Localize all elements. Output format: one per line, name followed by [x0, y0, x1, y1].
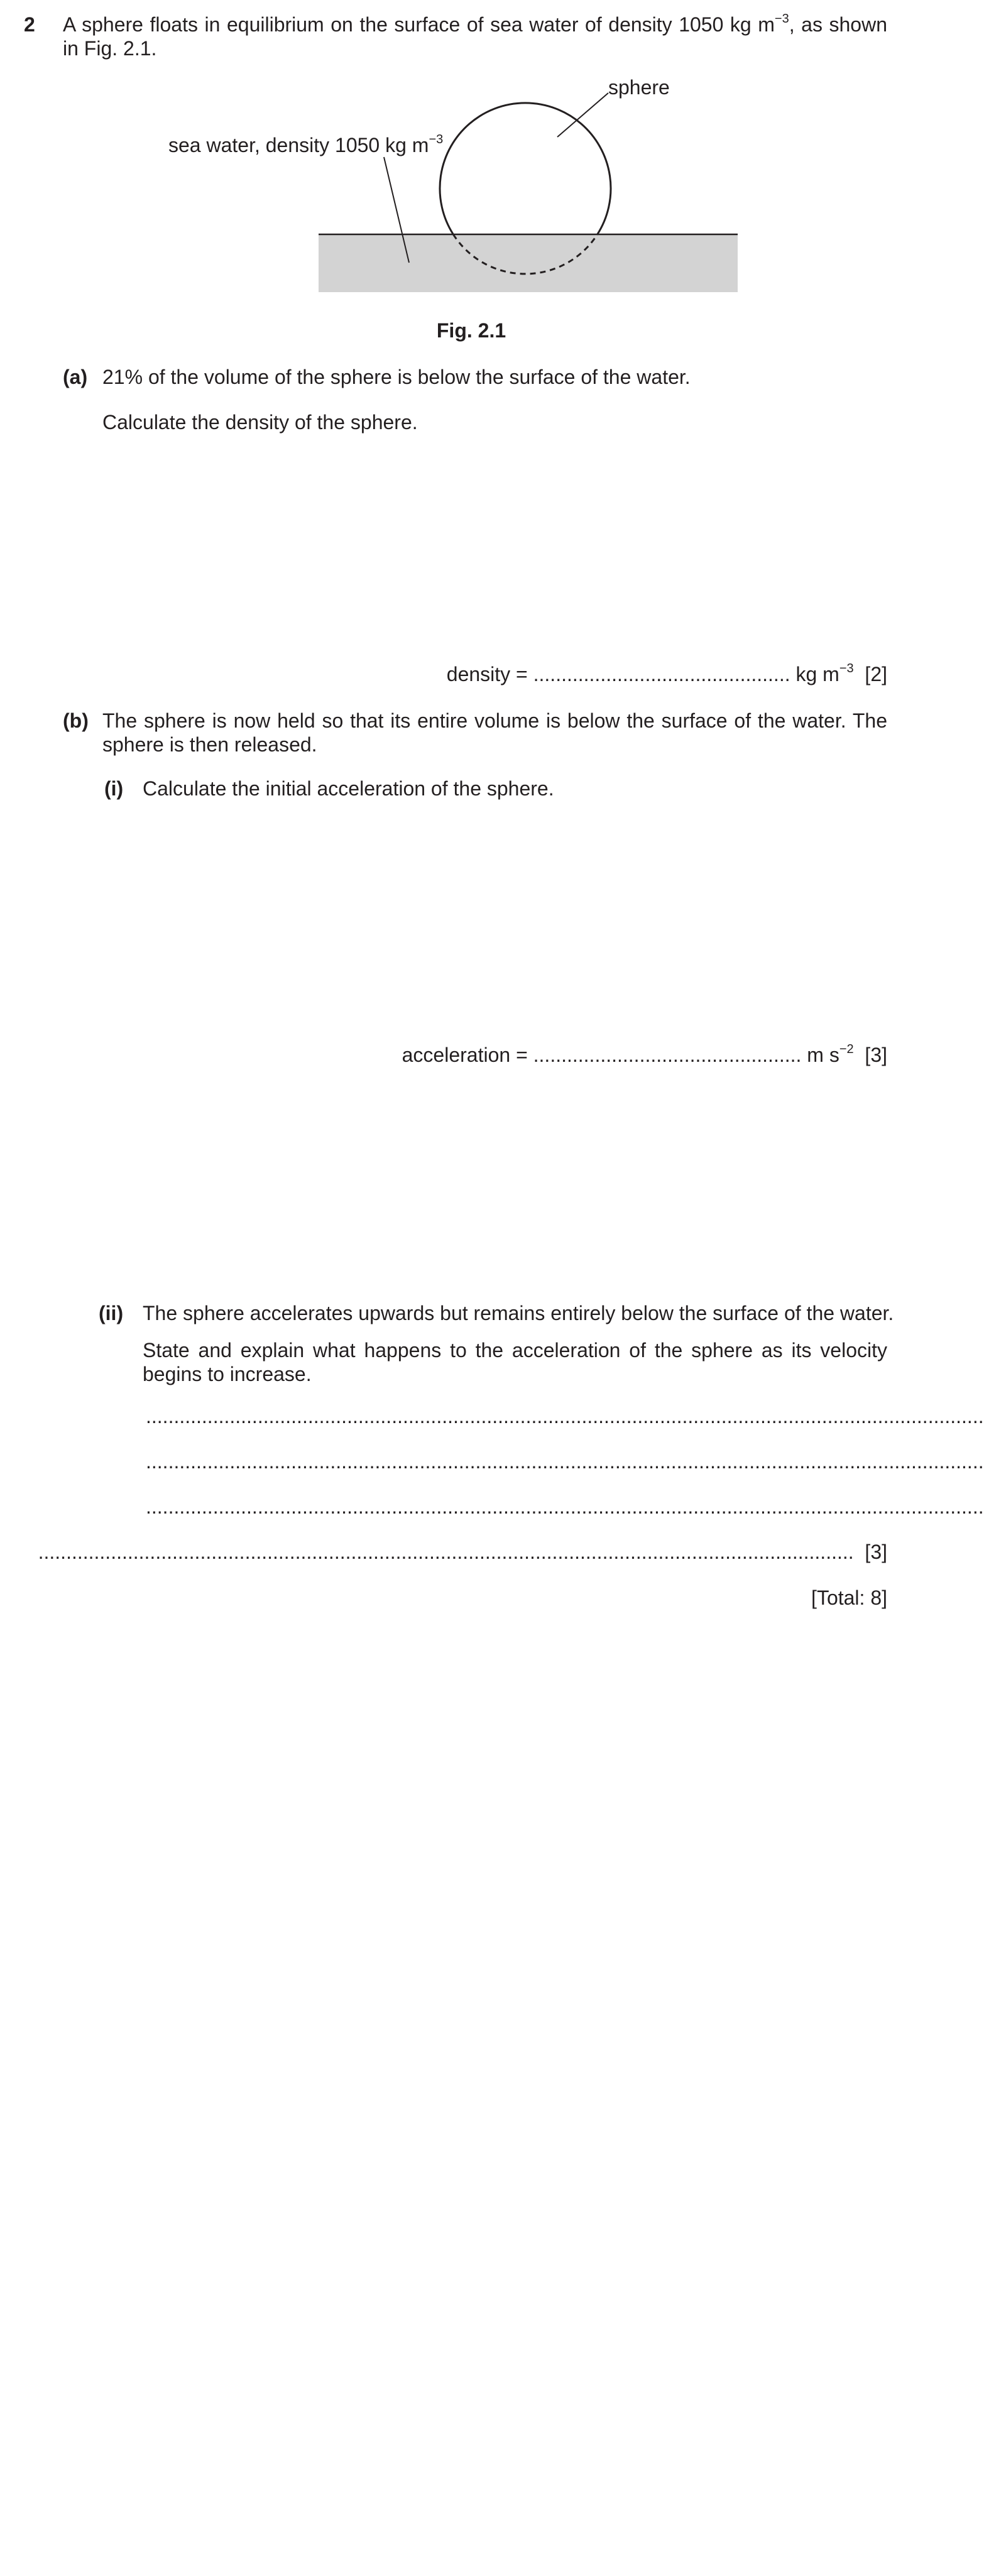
- answer-write-line-4[interactable]: ..................................................................................................................................................: [38, 1541, 854, 1563]
- part-a-text-2: Calculate the density of the sphere.: [102, 411, 418, 434]
- sea-water-label: [168, 133, 443, 157]
- acceleration-answer-unit-exponent: −2: [839, 1042, 854, 1057]
- figure-2-1: [0, 0, 943, 352]
- answer-write-line-2[interactable]: ......................................................................................................................................................: [146, 1450, 984, 1473]
- part-b-ii-label: (ii): [99, 1302, 124, 1324]
- density-answer-prefix: density =: [446, 663, 533, 685]
- part-b-ii-marks: [3]: [865, 1541, 887, 1563]
- sea-water-label-text: sea water, density 1050 kg m: [168, 134, 429, 156]
- part-b-i-answer-line: [402, 1043, 887, 1067]
- sea-water-region: [319, 234, 738, 292]
- part-a-text-1: 21% of the volume of the sphere is below the surface of the water.: [102, 366, 691, 388]
- total-marks: [Total: 8]: [811, 1586, 887, 1609]
- acceleration-answer-unit: m s: [807, 1044, 839, 1066]
- part-a-answer-line: [447, 662, 887, 686]
- part-b-ii-text-1: The sphere accelerates upwards but remains entirely below the surface of the water.: [143, 1302, 894, 1324]
- intro-text-end: , as shown in Fig. 2.1.: [63, 13, 888, 60]
- sphere-outline-above: [440, 103, 611, 234]
- sea-water-label-exponent: −3: [429, 133, 444, 147]
- answer-write-line-4-row: [38, 1540, 887, 1564]
- part-a-label: (a): [63, 366, 88, 388]
- sphere-label: sphere: [608, 76, 670, 99]
- part-b-label: (b): [63, 709, 89, 732]
- part-b-i-label: (i): [104, 777, 124, 800]
- part-b-text: The sphere is now held so that its entire volume is below the surface of the water. The sphere is then released.: [102, 709, 887, 756]
- intro-exponent: −3: [774, 12, 789, 26]
- acceleration-answer-prefix: acceleration =: [402, 1044, 533, 1066]
- answer-write-line-1[interactable]: ......................................................................................................................................................: [146, 1405, 984, 1427]
- answer-write-line-3[interactable]: ......................................................................................................................................................: [146, 1495, 984, 1518]
- part-b-i-text: Calculate the initial acceleration of the sphere.: [143, 777, 554, 800]
- density-answer-unit-exponent: −3: [839, 662, 854, 676]
- density-answer-field[interactable]: ..............................................: [533, 663, 790, 685]
- question-number: 2: [24, 13, 35, 36]
- part-a-marks: [2]: [865, 663, 887, 685]
- density-answer-unit: kg m: [795, 663, 839, 685]
- part-b-i-marks: [3]: [865, 1044, 887, 1066]
- figure-caption: Fig. 2.1: [436, 319, 506, 342]
- acceleration-answer-field[interactable]: ................................................: [533, 1044, 802, 1066]
- sphere-leader-line: [557, 93, 608, 137]
- part-b-ii-text-2: State and explain what happens to the acceleration of the sphere as its velocity begins to increase.: [143, 1339, 887, 1385]
- intro-text: A sphere floats in equilibrium on the surface of sea water of density 1050 kg m: [63, 13, 775, 36]
